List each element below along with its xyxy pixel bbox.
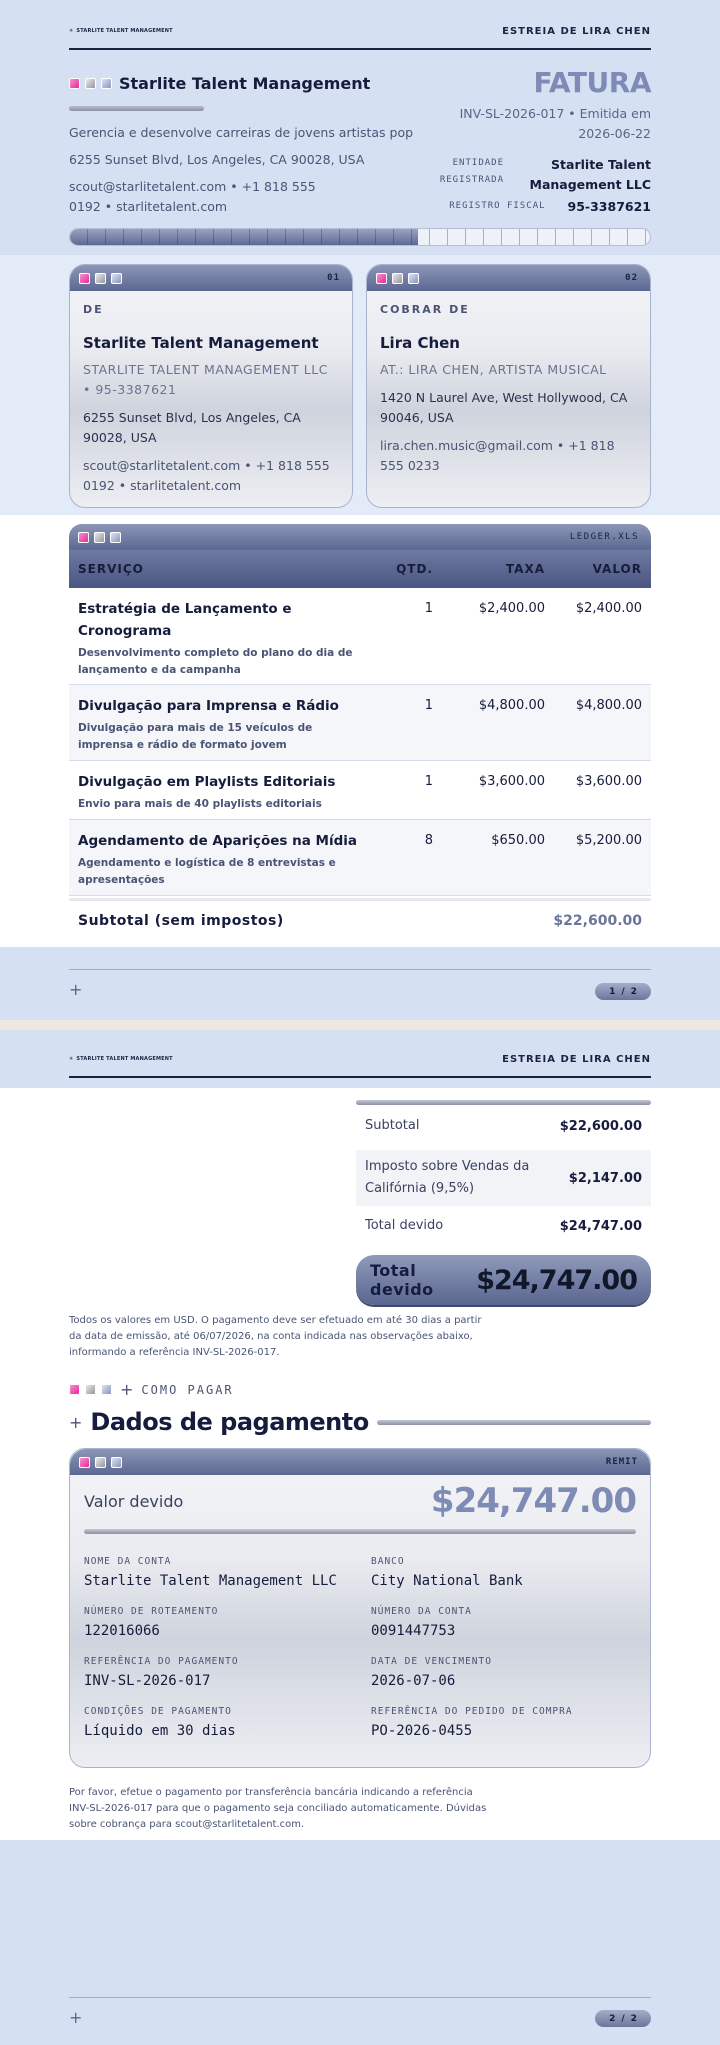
brand-name: Starlite Talent Management: [119, 74, 371, 93]
row-rate: $2,400.00: [478, 601, 545, 616]
totals-subtotal-label: Subtotal: [365, 1118, 420, 1133]
chip-gray-icon: [95, 273, 106, 284]
grand-total-value: $24,747.00: [476, 1264, 637, 1296]
header-brand-small: STARLITE TALENT MANAGEMENT: [76, 1056, 173, 1062]
row-desc: Divulgação para mais de 15 veículos de imprensa e rádio de formato jovem: [78, 722, 313, 751]
sparkle-icon: +: [69, 2008, 83, 2027]
from-name: Starlite Talent Management: [83, 334, 319, 352]
field-bank: BANCO City National Bank: [371, 1556, 523, 1589]
row-desc: Envio para mais de 40 playlists editoriais: [78, 798, 322, 810]
sparkle-icon: +: [69, 980, 83, 999]
page-total: 2: [630, 2013, 637, 2024]
chip-pink-icon: [79, 273, 90, 284]
payment-heading: [69, 1408, 651, 1436]
page-indicator: [595, 983, 651, 1000]
row-rate: $4,800.00: [478, 698, 545, 713]
chip-gray-icon: [95, 1457, 106, 1468]
entity-value: Starlite Talent Management LLC: [529, 157, 651, 192]
field-account-number: NÚMERO DA CONTA 0091447753: [371, 1606, 472, 1639]
row-qty: 1: [424, 601, 433, 616]
brand-row: [69, 74, 370, 93]
row-desc: Agendamento e logística de 8 entrevistas e apresentações: [78, 857, 336, 886]
field-payment-terms: CONDIÇÕES DE PAGAMENTO Líquido em 30 dias: [84, 1706, 236, 1739]
page-separator: [0, 1020, 720, 1030]
ledger-header: [69, 550, 651, 588]
brand-tagline: Gerencia e desenvolve carreiras de jovens artistas pop: [69, 125, 414, 140]
ledger-tag: LEDGER.XLS: [569, 532, 639, 542]
chip-pink-icon: [69, 1384, 80, 1395]
page-total: 2: [630, 986, 637, 997]
totals-tax-value: $2,147.00: [568, 1170, 642, 1186]
bill-to-label: COBRAR DE: [380, 303, 470, 316]
from-contact: scout@starlitetalent.com • +1 818 555 0192 • starlitetalent.com: [83, 458, 330, 493]
sparkle-icon: +: [120, 1380, 134, 1399]
brand-underline: [69, 106, 204, 111]
tax-row: [449, 197, 651, 217]
bill-to-attention: AT.: LIRA CHEN, ARTISTA MUSICAL: [380, 362, 607, 377]
star-icon: ✳: [69, 28, 74, 34]
totals-tax-label: Imposto sobre Vendas da Califórnia (9,5%): [365, 1159, 530, 1196]
grand-total-label: Total devido: [370, 1261, 434, 1299]
chip-gray-icon: [392, 273, 403, 284]
remit-tag: REMIT: [605, 1457, 638, 1467]
entity-row: [434, 155, 651, 195]
from-legal-name: STARLITE TALENT MANAGEMENT LLC • 95-3387621: [83, 362, 328, 397]
field-due-date: DATA DE VENCIMENTO 2026-07-06: [371, 1656, 492, 1689]
totals-subtotal: [356, 1112, 651, 1140]
row-title: Estratégia de Lançamento e Cronograma: [78, 601, 292, 639]
progress-ticks: [70, 229, 650, 245]
totals-due-value: $24,747.00: [559, 1218, 642, 1234]
from-label: DE: [83, 303, 104, 316]
chip-blue-icon: [408, 273, 419, 284]
chip-blue-icon: [111, 1457, 122, 1468]
col-value: VALOR: [592, 562, 642, 576]
footer-rule: [69, 969, 651, 970]
bill-to-name: Lira Chen: [380, 334, 460, 352]
chip-blue-icon: [101, 78, 112, 89]
window-chips: [69, 78, 112, 89]
page-slash: /: [621, 986, 625, 997]
chip-blue-icon: [101, 1384, 112, 1395]
star-icon: ✳: [69, 1056, 74, 1062]
footer-rule: [69, 1997, 651, 1998]
row-title: Divulgação para Imprensa e Rádio: [78, 698, 339, 714]
remit-fields: [70, 1534, 650, 1739]
entity-label: ENTIDADE REGISTRADA: [439, 158, 504, 185]
payment-kicker: [69, 1380, 234, 1399]
payment-title-rule: [377, 1420, 651, 1425]
grand-total: [356, 1255, 651, 1305]
field-po-reference: REFERÊNCIA DO PEDIDO DE COMPRA PO-2026-0455: [371, 1706, 573, 1739]
remit-card: [69, 1448, 651, 1768]
payment-terms-note: Todos os valores em USD. O pagamento deve ser efetuado em até 30 dias a partir da data de emissão, até 06/07/2026, na conta indicada nas observações abaixo, informando a referência INV-SL-2026-017.: [69, 1315, 482, 1358]
row-value: $5,200.00: [575, 833, 642, 848]
from-card-tag: 01: [327, 273, 340, 283]
tax-label: REGISTRO FISCAL: [449, 201, 546, 211]
chip-pink-icon: [69, 78, 80, 89]
ledger-subtotal-value: $22,600.00: [553, 912, 642, 929]
bill-to-card: [366, 264, 651, 508]
row-qty: 1: [424, 774, 433, 789]
running-header-2: [69, 1042, 651, 1078]
ledger-subtotal-label: Subtotal (sem impostos): [78, 912, 284, 929]
sparkle-icon: +: [69, 1412, 83, 1432]
row-qty: 1: [424, 698, 433, 713]
table-row: [69, 588, 651, 685]
brand-contact: scout@starlitetalent.com • +1 818 555 0192 • starlitetalent.com: [69, 179, 316, 214]
ledger-subtotal: [69, 898, 651, 940]
row-title: Agendamento de Aparições na Mídia: [78, 833, 357, 849]
header-project: ESTREIA DE LIRA CHEN: [502, 25, 651, 37]
payment-instructions-note: Por favor, efetue o pagamento por transferência bancária indicando a referência INV-SL-2026-017 para que o pagamento seja conciliado automaticamente. Dúvidas sobre cobrança para scout@starlitetalent.com.: [69, 1787, 487, 1830]
remit-card-bar: [70, 1449, 650, 1475]
col-rate: TAXA: [505, 562, 545, 576]
field-account-name: NOME DA CONTA Starlite Talent Management LLC: [84, 1556, 337, 1589]
totals-subtotal-value: $22,600.00: [559, 1118, 642, 1134]
col-qty: QTD.: [396, 562, 433, 576]
totals-tax: [356, 1150, 651, 1206]
amount-due-row: [70, 1475, 650, 1521]
from-address: 6255 Sunset Blvd, Los Angeles, CA 90028, USA: [83, 410, 301, 445]
document-type: FATURA: [533, 66, 651, 99]
table-row: [69, 761, 651, 820]
header-brand-small: STARLITE TALENT MANAGEMENT: [76, 28, 173, 34]
amount-due-value: $24,747.00: [430, 1481, 636, 1521]
table-row: [69, 685, 651, 761]
row-qty: 8: [424, 833, 433, 848]
from-card: [69, 264, 353, 508]
amount-due-label: Valor devido: [84, 1491, 184, 1511]
page-current: 2: [609, 2013, 616, 2024]
field-routing-number: NÚMERO DE ROTEAMENTO 122016066: [84, 1606, 219, 1639]
invoice-meta: INV-SL-2026-017 • Emitida em 2026-06-22: [459, 106, 651, 141]
chip-pink-icon: [78, 532, 89, 543]
chip-gray-icon: [85, 1384, 96, 1395]
page-current: 1: [609, 986, 616, 997]
row-desc: Desenvolvimento completo do plano do dia de lançamento e da campanha: [78, 647, 353, 676]
ledger-bar: [69, 524, 651, 550]
progress-bar: [69, 228, 651, 246]
row-value: $4,800.00: [575, 698, 642, 713]
totals-due: [356, 1212, 651, 1240]
payment-kicker-label: COMO PAGAR: [141, 1382, 234, 1397]
header-project: ESTREIA DE LIRA CHEN: [502, 1053, 651, 1065]
col-service: SERVIÇO: [78, 562, 144, 576]
row-value: $3,600.00: [575, 774, 642, 789]
page-indicator: [595, 2010, 651, 2027]
totals-rule: [356, 1100, 651, 1105]
chip-blue-icon: [111, 273, 122, 284]
bill-to-card-tag: 02: [625, 273, 638, 283]
bill-to-address: 1420 N Laurel Ave, West Hollywood, CA 90046, USA: [380, 390, 628, 425]
page-slash: /: [621, 2013, 625, 2024]
bill-to-card-bar: [367, 265, 650, 291]
row-rate: $650.00: [491, 833, 545, 848]
row-rate: $3,600.00: [478, 774, 545, 789]
invoice-page-1: [0, 0, 720, 1020]
chip-pink-icon: [79, 1457, 90, 1468]
field-payment-reference: REFERÊNCIA DO PAGAMENTO INV-SL-2026-017: [84, 1656, 239, 1689]
from-card-bar: [70, 265, 352, 291]
totals-due-label: Total devido: [365, 1218, 444, 1233]
brand-address: 6255 Sunset Blvd, Los Angeles, CA 90028, USA: [69, 152, 365, 167]
payment-title: Dados de pagamento: [90, 1408, 369, 1436]
chip-gray-icon: [94, 532, 105, 543]
bill-to-contact: lira.chen.music@gmail.com • +1 818 555 0233: [380, 438, 615, 473]
table-row: [69, 820, 651, 896]
chip-gray-icon: [85, 78, 96, 89]
chip-pink-icon: [376, 273, 387, 284]
chip-blue-icon: [110, 532, 121, 543]
row-value: $2,400.00: [575, 601, 642, 616]
running-header: [69, 14, 651, 50]
tax-value: 95-3387621: [567, 199, 651, 214]
row-title: Divulgação em Playlists Editoriais: [78, 774, 336, 790]
